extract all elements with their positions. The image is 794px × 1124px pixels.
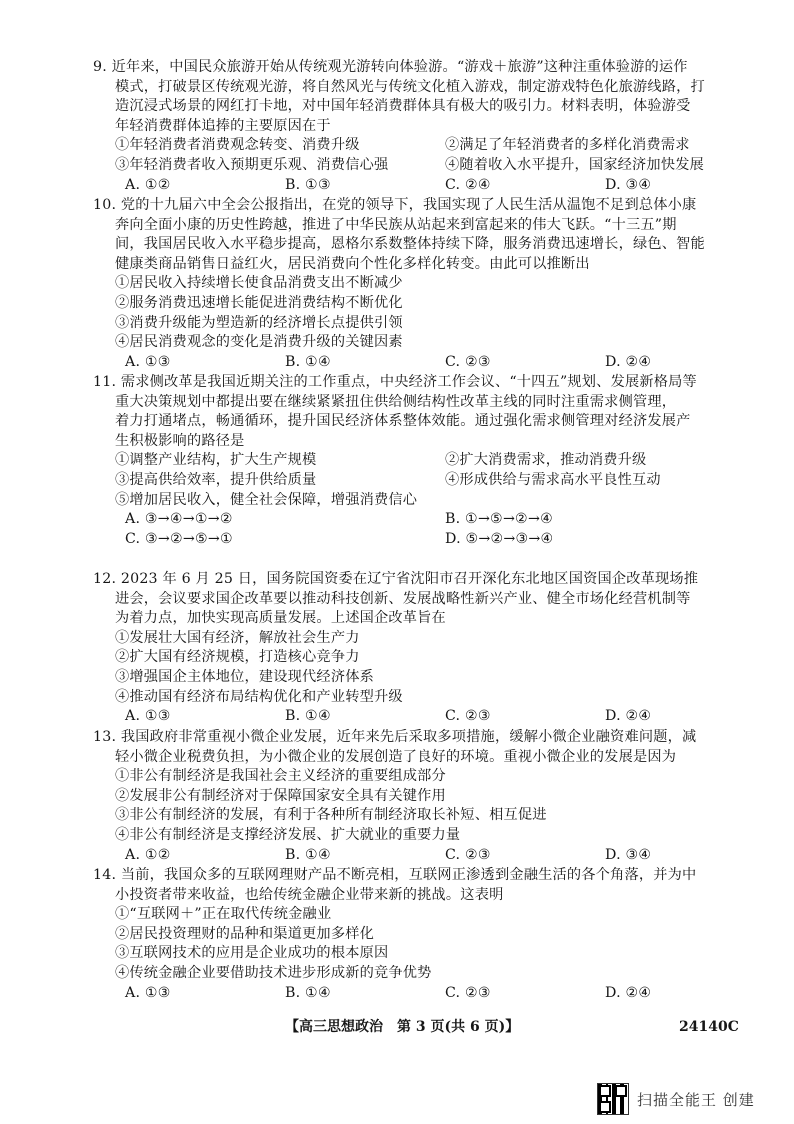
q13-opt-4: ④非公有制经济是支撑经济发展、扩大就业的重要力量 xyxy=(115,826,461,843)
q11-choice-d[interactable]: D. ⑤→②→③→④ xyxy=(445,530,554,547)
q13-opt-2: ②发展非公有制经济对于保障国家安全具有关键作用 xyxy=(115,787,446,804)
q14-stem-1: 14. 当前，我国众多的互联网理财产品不断亮相，互联网正渗透到金融生活的各个角落，并为中 xyxy=(93,867,697,883)
q10-choices xyxy=(93,353,773,373)
q12-opt-2: ②扩大国有经济规模，打造核心竞争力 xyxy=(115,649,360,666)
q13-choice-b[interactable]: B. ①④ xyxy=(285,846,331,863)
q10-opt-4: ④居民消费观念的变化是消费升级的关键因素 xyxy=(115,334,403,351)
q10-choice-a[interactable]: A. ①③ xyxy=(125,353,171,370)
q11-opt-2: ②扩大消费需求，推动消费升级 xyxy=(445,452,647,469)
q14-choice-a[interactable]: A. ①③ xyxy=(125,984,171,1001)
q13-choice-c[interactable]: C. ②③ xyxy=(445,846,491,863)
q14-choice-b[interactable]: B. ①④ xyxy=(285,984,331,1001)
q13-stem-1: 13. 我国政府非常重视小微企业发展，近年来先后采取多项措施，缓解小微企业融资难问题，减 xyxy=(93,729,697,745)
q10-choice-d[interactable]: D. ②④ xyxy=(605,353,652,370)
q10-opt-3: ③消费升级能为塑造新的经济增长点提供引领 xyxy=(115,314,403,331)
q11-choices-row-1 xyxy=(93,510,773,530)
q9-choice-c[interactable]: C. ②④ xyxy=(445,176,491,193)
q13-choices xyxy=(93,846,773,866)
q14-opt-3: ③互联网技术的应用是企业成功的根本原因 xyxy=(115,945,389,962)
q9-stem-1: 9. 近年来，中国民众旅游开始从传统观光游转向体验游。“游戏＋旅游”这种注重体验游的运作 xyxy=(93,59,688,75)
q14-choice-c[interactable]: C. ②③ xyxy=(445,984,491,1001)
q11-stem-4: 生积极影响的路径是 xyxy=(115,432,245,449)
q14-opt-2: ②居民投资理财的品种和渠道更加多样化 xyxy=(115,925,374,942)
question-12 xyxy=(93,570,773,727)
q10-stem-1: 10. 党的十九届六中全会公报指出，在党的领导下，我国实现了人民生活从温饱不足到总体小康 xyxy=(93,197,697,213)
q9-opt-2: ②满足了年轻消费者的多样化消费需求 xyxy=(445,137,690,154)
q14-choices xyxy=(93,984,773,1004)
q12-choice-a[interactable]: A. ①③ xyxy=(125,708,171,725)
question-10 xyxy=(93,196,773,372)
question-13 xyxy=(93,728,773,865)
q11-choice-a[interactable]: A. ③→④→①→② xyxy=(125,511,233,528)
q9-stem-3: 造沉浸式场景的网红打卡地，对中国年轻消费群体具有极大的吸引力。材料表明，体验游受 xyxy=(115,98,691,115)
q13-opt-3: ③非公有制经济的发展，有利于各种所有制经济取长补短、相互促进 xyxy=(115,807,547,824)
q14-opt-1: ①“互联网＋”正在取代传统金融业 xyxy=(115,906,332,923)
q11-choices-row-2 xyxy=(93,530,773,550)
q11-opts-row-2 xyxy=(93,471,773,491)
footer-exam-code: 24140C xyxy=(679,1019,739,1035)
q10-opt-2: ②服务消费迅速增长能促进消费结构不断优化 xyxy=(115,294,403,311)
scanner-watermark xyxy=(597,1082,755,1116)
q12-stem-1: 12. 2023 年 6 月 25 日，国务院国资委在辽宁省沈阳市召开深化东北地区国资国企改革现场推 xyxy=(93,571,699,587)
q12-opt-3: ③增强国企主体地位，建设现代经济体系 xyxy=(115,668,374,685)
q11-opt-3: ③提高供给效率，提升供给质量 xyxy=(115,471,317,488)
q10-opt-1: ①居民收入持续增长使食品消费支出不断减少 xyxy=(115,275,403,292)
q12-stem-3: 为着力点，加快实现高质量发展。上述国企改革旨在 xyxy=(115,610,446,627)
q10-choice-b[interactable]: B. ①④ xyxy=(285,353,331,370)
q12-opt-4: ④推动国有经济布局结构优化和产业转型升级 xyxy=(115,688,403,705)
q11-opts-row-1 xyxy=(93,451,773,471)
question-9 xyxy=(93,58,773,195)
q10-choice-c[interactable]: C. ②③ xyxy=(445,353,491,370)
q12-stem-2: 进会，会议要求国企改革要以推动科技创新、发展战略性新兴产业、健全市场化经营机制等 xyxy=(115,590,691,607)
q9-opt-4: ④随着收入水平提升，国家经济加快发展 xyxy=(445,156,704,173)
q9-stem-4: 年轻消费群体追捧的主要原因在于 xyxy=(115,117,331,134)
q10-stem-2: 奔向全面小康的历史性跨越，推进了中华民族从站起来到富起来的伟大飞跃。“十三五”期 xyxy=(115,216,677,233)
q13-opt-1: ①非公有制经济是我国社会主义经济的重要组成部分 xyxy=(115,768,446,785)
q12-choice-d[interactable]: D. ②④ xyxy=(605,708,652,725)
q14-stem-2: 小投资者带来收益，也给传统金融企业带来新的挑战。这表明 xyxy=(115,886,504,903)
q11-opt-1: ①调整产业结构，扩大生产规模 xyxy=(115,452,317,469)
q9-opt-1: ①年轻消费者消费观念转变、消费升级 xyxy=(115,137,360,154)
q12-choice-c[interactable]: C. ②③ xyxy=(445,708,491,725)
question-11 xyxy=(93,373,773,549)
q9-choice-d[interactable]: D. ③④ xyxy=(605,176,652,193)
q13-choice-a[interactable]: A. ①② xyxy=(125,846,171,863)
q9-stem-2: 模式，打破景区传统观光游，将自然风光与传统文化植入游戏，制定游戏特色化旅游线路，打 xyxy=(115,78,705,95)
q13-stem-2: 轻小微企业税费负担，为小微企业的发展创造了良好的环境。重视小微企业的发展是因为 xyxy=(115,748,677,765)
q10-stem-4: 健康类商品销售日益红火，居民消费向个性化多样化转变。由此可以推断出 xyxy=(115,255,590,272)
q10-stem-3: 间，我国居民收入水平稳步提高，恩格尔系数整体持续下降，服务消费迅速增长，绿色、智能 xyxy=(115,236,705,253)
page-footer xyxy=(0,1016,794,1038)
q12-choices xyxy=(93,707,773,727)
question-14 xyxy=(93,866,773,1003)
q11-choice-b[interactable]: B. ①→⑤→②→④ xyxy=(445,511,553,528)
footer-page-info: 【高三思想政治 第 3 页(共 6 页)】 xyxy=(285,1019,520,1035)
q12-choice-b[interactable]: B. ①④ xyxy=(285,708,331,725)
q9-choice-b[interactable]: B. ①③ xyxy=(285,176,331,193)
q11-stem-1: 11. 需求侧改革是我国近期关注的工作重点，中央经济工作会议、“十四五”规划、发展新格局等 xyxy=(93,374,697,390)
q14-choice-d[interactable]: D. ②④ xyxy=(605,984,652,1001)
q11-choice-c[interactable]: C. ③→②→⑤→① xyxy=(125,530,233,547)
q9-opts-row-1 xyxy=(93,136,773,156)
q11-stem-2: 重大决策规划中都提出要在继续紧紧扭住供给侧结构性改革主线的同时注重需求侧管理， xyxy=(115,393,677,410)
watermark-text: 扫描全能王 创建 xyxy=(637,1090,755,1109)
q9-opts-row-2 xyxy=(93,156,773,176)
q9-choices xyxy=(93,176,773,196)
q14-opt-4: ④传统金融企业要借助技术进步形成新的竞争优势 xyxy=(115,964,432,981)
q11-opt-4: ④形成供给与需求高水平良性互动 xyxy=(445,471,661,488)
qr-code-icon xyxy=(597,1083,629,1115)
q9-choice-a[interactable]: A. ①② xyxy=(125,176,171,193)
q13-choice-d[interactable]: D. ③④ xyxy=(605,846,652,863)
q12-opt-1: ①发展壮大国有经济，解放社会生产力 xyxy=(115,629,360,646)
q9-opt-3: ③年轻消费者收入预期更乐观、消费信心强 xyxy=(115,156,389,173)
q11-stem-3: 着力打通堵点，畅通循环，提升国民经济体系整体效能。通过强化需求侧管理对经济发展产 xyxy=(115,413,691,430)
q11-opt-5: ⑤增加居民收入，健全社会保障，增强消费信心 xyxy=(115,491,418,508)
